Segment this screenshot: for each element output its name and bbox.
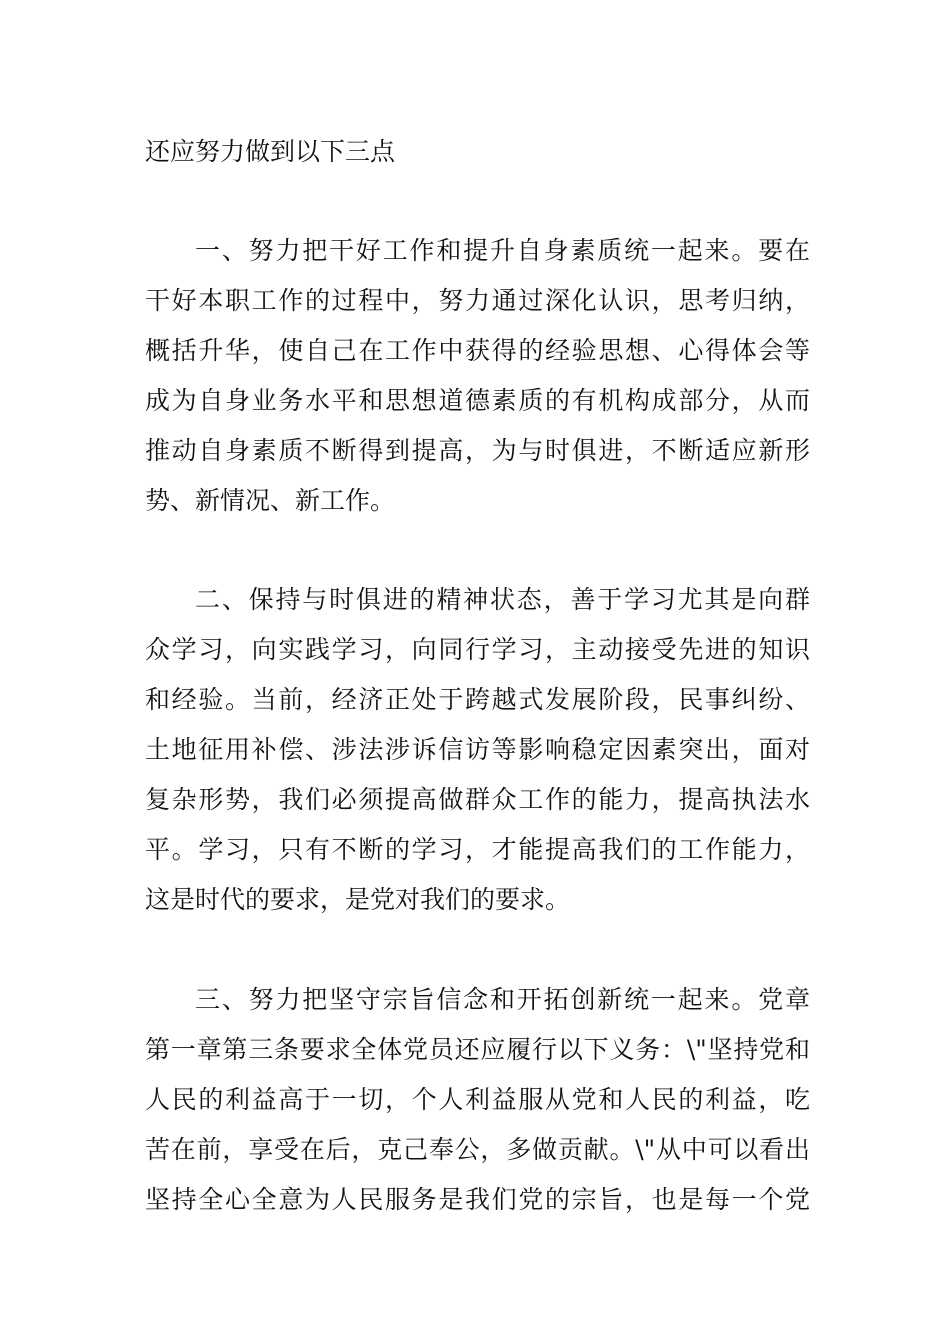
paragraph-1-line-4: 成为自身业务水平和思想道德素质的有机构成部分，从而 [145,386,810,415]
paragraph-1-line-5: 推动自身素质不断得到提高，为与时俱进，不断适应新形 [145,436,810,465]
paragraph-1-line-6: 势、新情况、新工作。 [145,486,396,515]
paragraph-2-line-2: 众学习，向实践学习，向同行学习，主动接受先进的知识 [145,635,810,664]
intro-line: 还应努力做到以下三点 [145,137,396,166]
paragraph-2-line-5: 复杂形势，我们必须提高做群众工作的能力，提高执法水 [145,785,810,814]
paragraph-2-line-7: 这是时代的要求，是党对我们的要求。 [145,885,571,914]
paragraph-1-line-2: 干好本职工作的过程中，努力通过深化认识，思考归纳， [145,286,810,315]
paragraph-3-line-4: 苦在前，享受在后，克己奉公，多做贡献。\"从中可以看出 [145,1135,810,1164]
paragraph-3-line-2: 第一章第三条要求全体党员还应履行以下义务：\"坚持党和 [145,1035,810,1064]
paragraph-1-line-3: 概括升华，使自己在工作中获得的经验思想、心得体会等 [145,336,810,365]
paragraph-2-line-6: 平。学习，只有不断的学习，才能提高我们的工作能力， [145,835,810,864]
paragraph-3-line-1: 三、努力把坚守宗旨信念和开拓创新统一起来。党章 [195,985,810,1014]
paragraph-2-line-4: 土地征用补偿、涉法涉诉信访等影响稳定因素突出，面对 [145,735,810,764]
paragraph-1-line-1: 一、努力把干好工作和提升自身素质统一起来。要在 [195,236,810,265]
paragraph-2-line-3: 和经验。当前，经济正处于跨越式发展阶段，民事纠纷、 [145,685,810,714]
paragraph-3-line-5: 坚持全心全意为人民服务是我们党的宗旨，也是每一个党 [145,1185,810,1214]
paragraph-2-line-1: 二、保持与时俱进的精神状态，善于学习尤其是向群 [195,585,810,614]
paragraph-3-line-3: 人民的利益高于一切，个人利益服从党和人民的利益，吃 [145,1085,810,1114]
